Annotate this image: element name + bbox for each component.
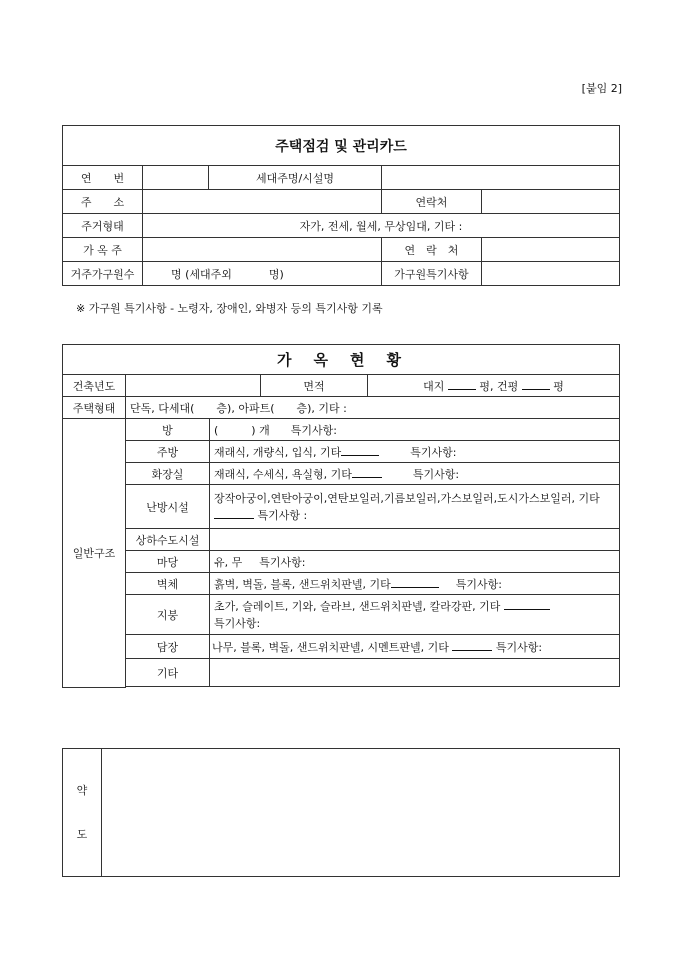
yard-notes: 특기사항: — [259, 555, 306, 569]
kitchen-label: 주방 — [126, 441, 210, 463]
yard-options: 유, 무 — [214, 555, 243, 569]
heating-label: 난방시설 — [126, 485, 210, 529]
household-size-label: 거주가구원수 — [63, 262, 143, 286]
kitchen-notes: 특기사항: — [410, 445, 457, 459]
kitchen-options: 재래식, 개량식, 입식, 기타 — [214, 445, 342, 459]
roof-notes: 특기사항: — [214, 616, 261, 630]
attachment-label: [붙임 2] — [581, 82, 622, 95]
area-unit: 평 — [553, 379, 564, 393]
address-label: 주 소 — [63, 190, 143, 214]
house-status-title: 가옥현황 — [63, 345, 620, 375]
water-sewage-label: 상하수도시설 — [126, 529, 210, 551]
serial-label: 연 번 — [63, 166, 143, 190]
kitchen-value — [210, 441, 620, 463]
heating-notes: 특기사항 : — [257, 508, 308, 522]
wall-other-blank[interactable] — [391, 578, 439, 588]
land-area-blank[interactable] — [448, 380, 476, 390]
fence-label: 담장 — [126, 635, 210, 659]
build-year-value[interactable] — [126, 375, 261, 397]
area-label: 면적 — [261, 375, 368, 397]
residence-type-options: 자가, 전세, 월세, 무상임대, 기타 : — [143, 214, 620, 238]
fence-notes: 특기사항: — [495, 640, 543, 654]
room-value — [210, 419, 620, 441]
build-year-label: 건축년도 — [63, 375, 126, 397]
toilet-notes: 특기사항: — [412, 467, 460, 481]
toilet-label: 화장실 — [126, 463, 210, 485]
other-label: 기타 — [126, 659, 210, 687]
fence-other-blank[interactable] — [452, 641, 492, 651]
roof-other-blank[interactable] — [504, 600, 550, 610]
floor-area-blank[interactable] — [522, 380, 550, 390]
fence-value — [210, 635, 620, 659]
serial-value[interactable] — [143, 166, 209, 190]
room-notes: 특기사항: — [290, 423, 337, 437]
house-status-table — [62, 344, 620, 688]
wall-value — [210, 573, 620, 595]
sketch-char-1: 약 — [76, 783, 88, 797]
sketch-table — [62, 748, 620, 877]
household-size-value[interactable] — [143, 262, 382, 286]
wall-label: 벽체 — [126, 573, 210, 595]
member-notes-label: 가구원특기사항 — [382, 262, 482, 286]
room-count: ( ) 개 — [214, 423, 270, 437]
yard-label: 마당 — [126, 551, 210, 573]
member-notes-value[interactable] — [482, 262, 620, 286]
toilet-options: 재래식, 수세식, 욕실형, 기타 — [214, 467, 352, 481]
owner-value[interactable] — [143, 238, 382, 262]
sketch-char-2: 도 — [76, 827, 88, 841]
toilet-value — [210, 463, 620, 485]
heating-other-blank[interactable] — [214, 509, 254, 519]
toilet-other-blank[interactable] — [352, 468, 382, 478]
yard-value — [210, 551, 620, 573]
roof-value — [210, 595, 620, 635]
house-type-label: 주택형태 — [63, 397, 126, 419]
kitchen-other-blank[interactable] — [341, 446, 379, 456]
other-value[interactable] — [210, 659, 620, 687]
household-size-text-1: 명 (세대주외 — [171, 267, 232, 281]
sketch-area[interactable] — [102, 749, 620, 877]
wall-options: 흙벽, 벽돌, 블록, 샌드위치판넬, 기타 — [214, 577, 391, 591]
area-value — [368, 375, 620, 397]
roof-label: 지붕 — [126, 595, 210, 635]
sketch-label — [63, 749, 102, 877]
water-sewage-value[interactable] — [210, 529, 620, 551]
room-label: 방 — [126, 419, 210, 441]
owner-contact-label: 연 락 처 — [382, 238, 482, 262]
contact-label: 연락처 — [382, 190, 482, 214]
address-value[interactable] — [143, 190, 382, 214]
floor-area-label: 평, 건평 — [479, 379, 519, 393]
member-notes-footnote: ※ 가구원 특기사항 - 노령자, 장애인, 와병자 등의 특기사항 기록 — [76, 302, 383, 315]
heating-options: 장작아궁이,연탄아궁이,연탄보일러,기름보일러,가스보일러,도시가스보일러, 기타 — [214, 491, 600, 505]
fence-options: 나무, 블록, 벽돌, 샌드위치판넬, 시멘트판넬, 기타 — [212, 640, 449, 654]
land-area-label: 대지 — [423, 379, 445, 393]
card-title: 주택점검 및 관리카드 — [63, 126, 620, 166]
house-type-options: 단독, 다세대( 층), 아파트( 층), 기타 : — [126, 397, 620, 419]
householder-label: 세대주명/시설명 — [209, 166, 382, 190]
roof-options: 초가, 슬레이트, 기와, 슬라브, 샌드위치판넬, 칼라강판, 기타 — [214, 599, 501, 613]
owner-contact-value[interactable] — [482, 238, 620, 262]
residence-type-label: 주거형태 — [63, 214, 143, 238]
householder-value[interactable] — [382, 166, 620, 190]
general-structure-label: 일반구조 — [63, 419, 126, 688]
contact-value[interactable] — [482, 190, 620, 214]
wall-notes: 특기사항: — [455, 577, 502, 591]
household-size-text-2: 명) — [268, 267, 284, 281]
owner-label: 가 옥 주 — [63, 238, 143, 262]
heating-value — [210, 485, 620, 529]
inspection-card-table — [62, 125, 620, 286]
